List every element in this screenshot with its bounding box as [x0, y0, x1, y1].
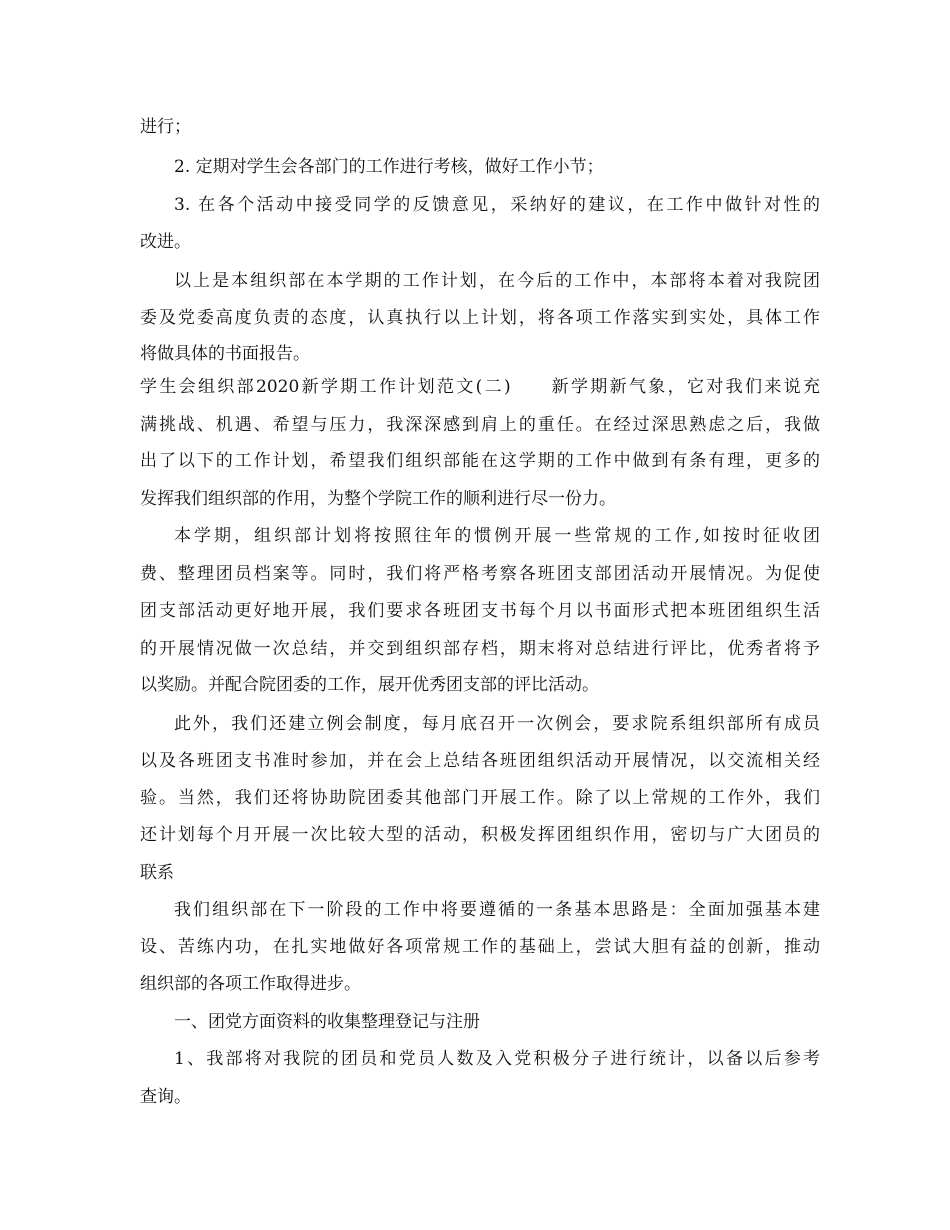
text-line: 发挥我们组织部的作用，为整个学院工作的顺利进行尽一份力。 — [140, 489, 616, 509]
text-line: 验。当然，我们还将协助院团委其他部门开展工作。除了以上常规的工作外，我们 — [140, 788, 820, 808]
text-line: 1、我部将对我院的团员和党员人数及入党积极分子进行统计，以备以后参考 — [174, 1049, 820, 1069]
section-heading: 学生会组织部2020新学期工作计划范文(二) 新学期新气象，它对我们来说充 — [140, 377, 820, 397]
text-line: 的开展情况做一次总结，并交到组织部存档，期末将对总结进行评比，优秀者将予 — [140, 639, 820, 659]
text-line: 以及各班团支书准时参加，并在会上总结各班团组织活动开展情况，以交流相关经 — [140, 751, 820, 771]
text-line: 还计划每个月开展一次比较大型的活动，积极发挥团组织作用，密切与广大团员的 — [140, 825, 820, 845]
text-line: 团支部活动更好地开展，我们要求各班团支书每个月以书面形式把本班团组织生活 — [140, 601, 820, 621]
text-line: 进行； — [140, 117, 191, 137]
text-line: 查询。 — [140, 1087, 191, 1107]
text-line: 以奖励。并配合院团委的工作，展开优秀团支部的评比活动。 — [140, 675, 599, 695]
text-line: 组织部的各项工作取得进步。 — [140, 974, 361, 994]
text-line: 3. 在各个活动中接受同学的反馈意见，采纳好的建议，在工作中做针对性的 — [174, 195, 820, 215]
text-line: 联系 — [140, 863, 174, 883]
text-line: 此外，我们还建立例会制度，每月底召开一次例会，要求院系组织部所有成员 — [174, 714, 820, 734]
text-line: 2. 定期对学生会各部门的工作进行考核，做好工作小节； — [174, 157, 604, 177]
text-line: 出了以下的工作计划，希望我们组织部能在这学期的工作中做到有条有理，更多的 — [140, 451, 820, 471]
text-line: 改进。 — [140, 232, 191, 252]
text-line: 本学期，组织部计划将按照往年的惯例开展一些常规的工作,如按时征收团 — [174, 526, 820, 546]
text-line: 我们组织部在下一阶段的工作中将要遵循的一条基本思路是：全面加强基本建 — [174, 900, 820, 920]
text-line: 设、苦练内功，在扎实地做好各项常规工作的基础上，尝试大胆有益的创新，推动 — [140, 937, 820, 957]
text-line: 将做具体的书面报告。 — [140, 344, 310, 364]
text-line: 一、团党方面资料的收集整理登记与注册 — [174, 1012, 480, 1032]
text-line: 委及党委高度负责的态度，认真执行以上计划，将各项工作落实到实处，具体工作 — [140, 308, 820, 328]
text-line: 以上是本组织部在本学期的工作计划，在今后的工作中，本部将本着对我院团 — [174, 271, 820, 291]
text-line: 费、整理团员档案等。同时，我们将严格考察各班团支部团活动开展情况。为促使 — [140, 564, 820, 584]
text-line: 满挑战、机遇、希望与压力，我深深感到肩上的重任。在经过深思熟虑之后，我做 — [140, 415, 820, 435]
